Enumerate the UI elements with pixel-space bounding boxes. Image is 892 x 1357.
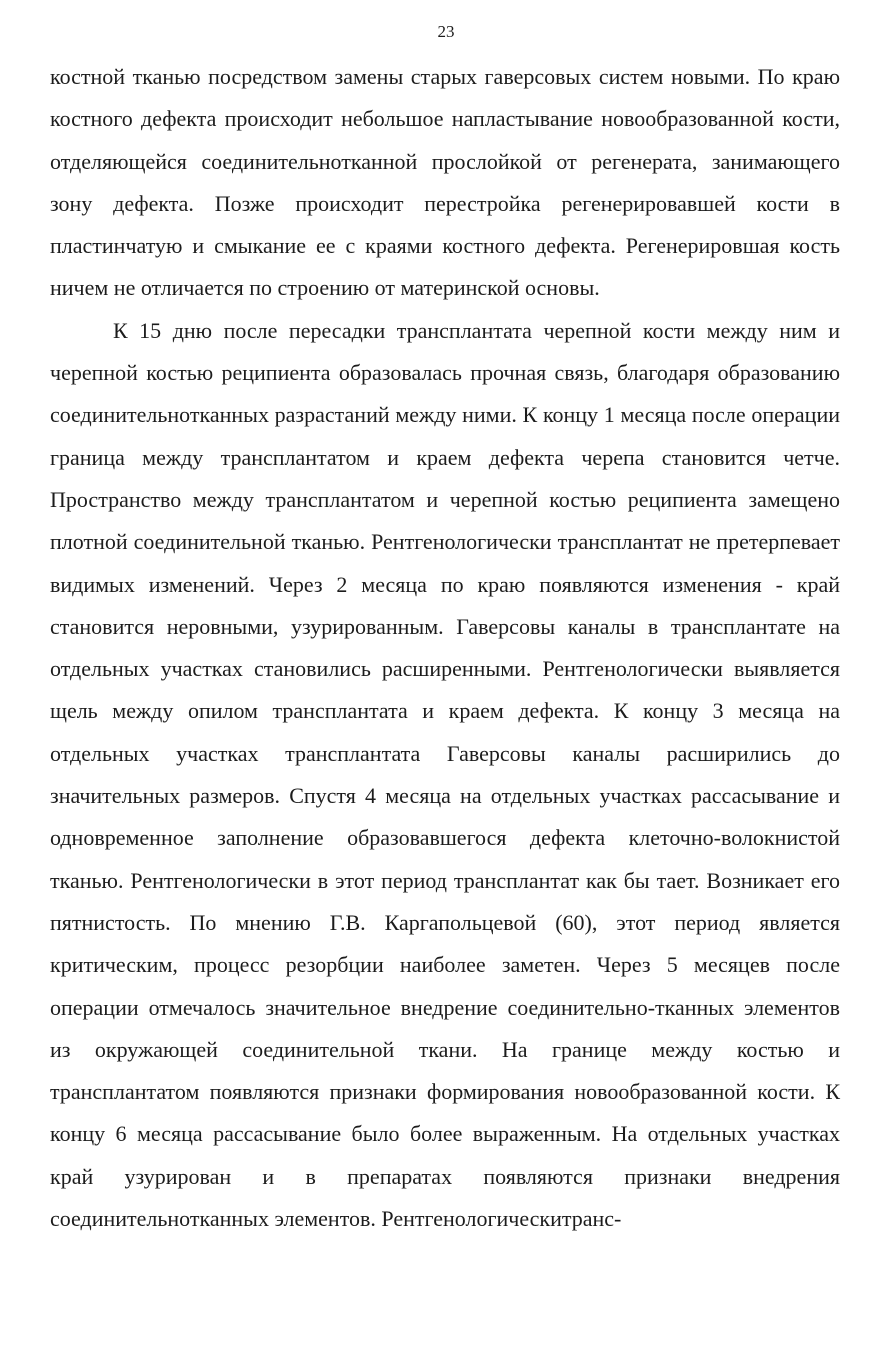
page-number: 23 bbox=[437, 22, 455, 41]
paragraph-continuation: костной тканью посредством замены старых гаверсовых систем новыми. По краю костного дефекта происходит небольшое напластывание новообразованной кости, отделяющейся соединительнотканной прослойкой от регенерата, занимающего зону дефекта. Позже происходит перестройка регенерировавшей кости в пластинчатую и смыкание ее с краями костного дефекта. Регенерировшая кость ничем не отличается по строению от материнской основы. bbox=[50, 64, 840, 301]
body-text bbox=[50, 56, 840, 1240]
paragraph-transplant-observations: К 15 дню после пересадки трансплантата черепной кости между ним и черепной костью реципиента образовалась прочная связь, благодаря образованию соединительнотканных разрастаний между ними. К концу 1 месяца после операции граница между трансплантатом и краем дефекта черепа становится четче. Пространство между трансплантатом и черепной костью реципиента замещено плотной соединительной тканью. Рентгенологически трансплантат не претерпевает видимых изменений. Через 2 месяца по краю появляются изменения - край становится неровными, узурированным. Гаверсовы каналы в трансплантате на отдельных участках становились расширенными. Рентгенологически выявляется щель между опилом трансплантата и краем дефекта. К концу 3 месяца на отдельных участках трансплантата Гаверсовы каналы расширились до значительных размеров. Спустя 4 месяца на отдельных участках рассасывание и одновременное заполнение образовавшегося дефекта клеточно-волокнистой тканью. Рентгенологически в этот период трансплантат как бы тает. Возникает его пятнистость. По мнению Г.В. Каргапольцевой (60), этот период является критическим, процесс резорбции наиболее заметен. Через 5 месяцев после операции отмечалось значительное внедрение соединительно-тканных элементов из окружающей соединительной ткани. На границе между костью и трансплантатом появляются признаки формирования новообразованной кости. К концу 6 месяца рассасывание было более выраженным. На отдельных участках край узурирован и в препаратах появляются признаки внедрения соединительнотканных элементов. Рентгенологическитранс- bbox=[50, 317, 840, 1232]
